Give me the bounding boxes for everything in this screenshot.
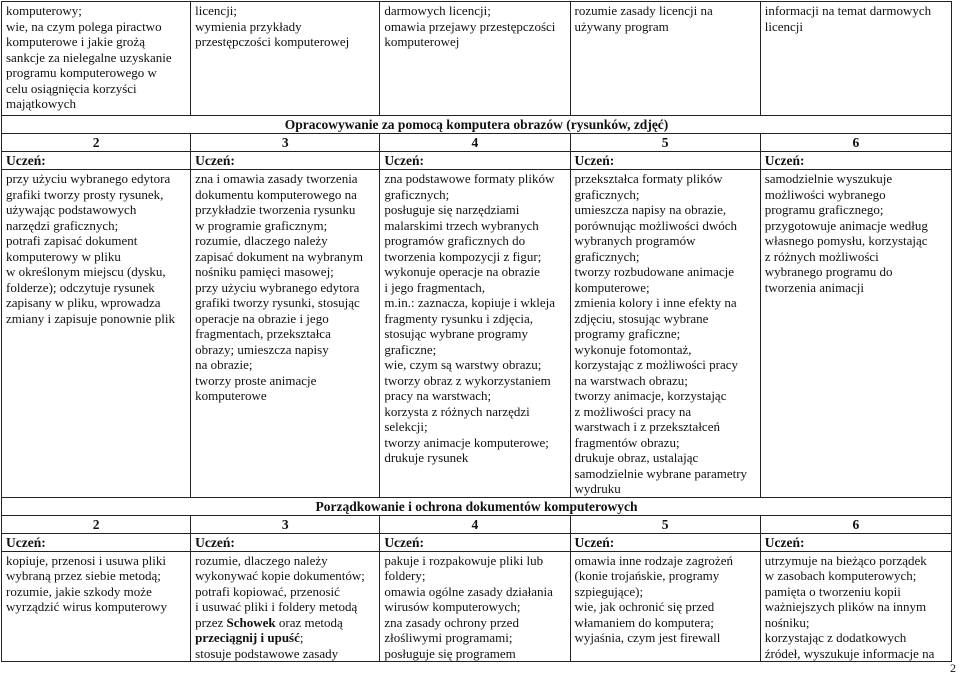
- text-line: fragmentów obrazu;: [574, 434, 680, 450]
- text-line: majątkowych: [6, 96, 77, 111]
- section-title: Opracowywanie za pomocą komputera obrazów (rysunków, zdjęć): [2, 116, 952, 134]
- text-line: wie, czym są warstwy obrazu;: [384, 357, 542, 372]
- text-line: darmowych licencji;: [384, 3, 491, 18]
- text-line: drukuje rysunek: [384, 450, 469, 465]
- grade-label: 5: [570, 515, 760, 533]
- text-line: wykonywać kopie dokumentów;: [195, 568, 365, 583]
- text-line: zapisać dokument na wybranym: [195, 248, 364, 264]
- grade-label: 6: [760, 134, 951, 152]
- text-line: malarskimi trzech wybranych: [384, 217, 539, 233]
- section-header: [2, 116, 952, 134]
- text-line: celu osiągnięcia korzyści: [6, 80, 137, 96]
- text-line: programy graficzne;: [574, 326, 681, 341]
- text-line: tworzenia kompozycji z figur;: [384, 248, 542, 264]
- text-line: zdjęciu, stosując wybrane: [574, 310, 709, 326]
- text-line: umieszcza napisy na obrazie,: [574, 202, 727, 217]
- text-line: zna i omawia zasady tworzenia: [195, 171, 358, 186]
- text-line: wymienia przykłady: [195, 18, 302, 34]
- text-line: graficznych;: [384, 186, 450, 202]
- text-line: licencji: [764, 18, 803, 34]
- text-line: tworzy rozbudowane animacje: [574, 264, 735, 279]
- requirements-grade-2: [2, 170, 191, 498]
- table-row: [2, 170, 952, 498]
- text-line: programów graficznych do: [384, 233, 526, 248]
- text-line: wybranego programu do: [764, 264, 893, 279]
- text-line: operacje na obrazie i jego: [195, 310, 329, 326]
- text-line: tworzy obraz z wykorzystaniem: [384, 372, 551, 388]
- table-row: [2, 2, 952, 116]
- text-line: wirusów komputerowych;: [384, 599, 521, 614]
- student-row: [2, 533, 952, 551]
- text-line: możliwości wybranego: [764, 186, 886, 202]
- text-line: komputerowe i jakie grożą: [6, 34, 145, 49]
- text-line: pamięta o tworzeniu kopii: [764, 583, 901, 599]
- text-line: rozumie, dlaczego należy: [195, 552, 328, 568]
- grade-label: 5: [570, 134, 760, 152]
- text-line: zna podstawowe formaty plików: [384, 171, 555, 186]
- grade-row: [2, 134, 952, 152]
- text-line: przez Schowek oraz metodą: [195, 614, 343, 630]
- text-line: ważniejszych plików na innym: [764, 599, 927, 614]
- text-line: komputerowej: [384, 34, 460, 49]
- text-line: informacji na temat darmowych: [764, 3, 932, 18]
- text-line: posługuje się programem: [384, 645, 516, 661]
- grade-row: [2, 515, 952, 533]
- requirements-grade-5: [570, 551, 760, 662]
- text-line: m.in.: zaznacza, kopiuje i wkleja: [384, 295, 556, 310]
- text-line: przygotowuje animacje według: [764, 217, 928, 233]
- text-line: porównując możliwości dwóch: [574, 217, 737, 233]
- text-line: używając podstawowych: [6, 202, 137, 217]
- text-line: pracy na warstwach;: [384, 388, 492, 403]
- requirements-grade-3: [191, 551, 380, 662]
- text-line: z możliwości pracy na: [574, 403, 692, 419]
- text-line: korzystając z dodatkowych: [764, 630, 907, 645]
- grade-label: 3: [191, 515, 380, 533]
- student-label: Uczeń:: [760, 533, 951, 551]
- student-label: Uczeń:: [191, 152, 380, 170]
- grade-label: 2: [2, 134, 191, 152]
- text-line: grafiki tworzy prosty rysunek,: [6, 186, 164, 202]
- text-line: wie, jak ochronić się przed: [574, 599, 715, 614]
- text-line: samodzielnie wybrane parametry: [574, 465, 748, 481]
- text-line: w określonym miejscu (dysku,: [6, 264, 166, 279]
- text-line: sankcje za nielegalne uzyskanie: [6, 49, 172, 65]
- student-label: Uczeń:: [2, 533, 191, 551]
- text-line: własnego pomysłu, korzystając: [764, 233, 928, 248]
- text-line: rozumie, dlaczego należy: [195, 233, 328, 248]
- grade-label: 4: [380, 134, 570, 152]
- text-line: wie, na czym polega piractwo: [6, 18, 162, 34]
- text-line: zmienia kolory i inne efekty na: [574, 295, 737, 310]
- top-cell-5: [760, 2, 951, 116]
- text-line: zmiany i zapisuje ponownie plik: [6, 310, 175, 326]
- text-line: grafiki tworzy rysunki, stosując: [195, 295, 360, 310]
- text-line: fragmentach, przekształca: [195, 326, 331, 341]
- student-label: Uczeń:: [760, 152, 951, 170]
- text-line: dokumentu komputerowego na: [195, 186, 357, 202]
- text-line: narzędzi graficznych;: [6, 217, 119, 233]
- text-line: wybraną przez siebie metodą;: [6, 568, 161, 583]
- text-line: wybranych programów: [574, 233, 696, 248]
- text-line: graficznych;: [574, 186, 640, 202]
- text-line: graficznych;: [574, 248, 640, 264]
- table-row: [2, 551, 952, 662]
- text-line: korzysta z różnych narzędzi: [384, 403, 530, 419]
- text-line: potrafi zapisać dokument: [6, 233, 138, 248]
- grade-label: 4: [380, 515, 570, 533]
- text-line: wyjaśnia, czym jest firewall: [574, 630, 721, 645]
- text-line: w programie graficznym;: [195, 217, 328, 233]
- text-line: warstwach i z przekształceń: [574, 419, 720, 434]
- top-cell-1: [2, 2, 191, 116]
- page-number: 2: [950, 661, 956, 675]
- text-line: na warstwach obrazu;: [574, 372, 688, 388]
- text-line: używany program: [574, 18, 669, 34]
- text-line: komputerowe: [195, 388, 267, 403]
- text-line: (konie trojańskie, programy: [574, 568, 720, 583]
- text-line: nośniku;: [764, 614, 810, 630]
- text-line: rozumie zasady licencji na: [574, 3, 713, 18]
- requirements-grade-2: [2, 551, 191, 662]
- text-line: rozumie, jakie szkody może: [6, 583, 152, 599]
- text-line: z różnych możliwości: [764, 248, 879, 264]
- text-line: zapisany w pliku, wprowadza: [6, 295, 161, 310]
- text-line: przy użyciu wybranego edytora: [195, 279, 360, 295]
- text-line: selekcji;: [384, 419, 428, 434]
- text-line: źródeł, wyszukuje informacje na: [764, 645, 935, 661]
- top-cell-4: [570, 2, 760, 116]
- text-line: kopiuje, przenosi i usuwa pliki: [6, 552, 166, 568]
- requirements-grade-3: [191, 170, 380, 498]
- text-line: samodzielnie wyszukuje: [764, 171, 893, 186]
- text-line: złośliwymi programami;: [384, 630, 513, 645]
- grade-label: 6: [760, 515, 951, 533]
- requirements-grade-5: [570, 170, 760, 498]
- student-label: Uczeń:: [570, 533, 760, 551]
- student-label: Uczeń:: [2, 152, 191, 170]
- text-line: przeciągnij i upuść;: [195, 630, 304, 645]
- text-line: omawia przejawy przestępczości: [384, 18, 556, 34]
- text-line: komputerowe;: [574, 279, 650, 295]
- text-line: włamaniem do komputera;: [574, 614, 714, 630]
- text-line: wyrządzić wirus komputerowy: [6, 599, 168, 614]
- text-line: stosując wybrane programy: [384, 326, 528, 341]
- text-line: pakuje i rozpakowuje pliki lub: [384, 552, 544, 568]
- text-line: tworzenia animacji: [764, 279, 864, 295]
- grade-label: 3: [191, 134, 380, 152]
- text-line: komputerowy;: [6, 3, 82, 18]
- text-line: stosuje podstawowe zasady: [195, 645, 339, 661]
- text-line: programu komputerowego w: [6, 65, 157, 80]
- text-line: licencji;: [195, 3, 238, 18]
- text-line: wydruku: [574, 481, 621, 496]
- text-line: przekształca formaty plików: [574, 171, 723, 186]
- text-line: i jego fragmentach,: [384, 279, 486, 295]
- text-line: wykonuje fotomontaż,: [574, 341, 692, 357]
- text-line: utrzymuje na bieżąco porządek: [764, 552, 927, 568]
- section-header: [2, 497, 952, 515]
- text-line: zna zasady ochrony przed: [384, 614, 519, 630]
- requirements-grade-4: [380, 551, 570, 662]
- text-line: na obrazie;: [195, 357, 253, 372]
- text-line: graficzne;: [384, 341, 437, 357]
- student-label: Uczeń:: [570, 152, 760, 170]
- requirements-grade-4: [380, 170, 570, 498]
- section-title: Porządkowanie i ochrona dokumentów komputerowych: [2, 497, 952, 515]
- text-line: fragmenty rysunku i zdjęcia,: [384, 310, 534, 326]
- text-line: foldery;: [384, 568, 426, 583]
- grade-label: 2: [2, 515, 191, 533]
- text-line: posługuje się narzędziami: [384, 202, 520, 217]
- student-row: [2, 152, 952, 170]
- text-line: szpiegujące);: [574, 583, 644, 599]
- text-line: nośniku pamięci masowej;: [195, 264, 334, 279]
- text-line: wykonuje operacje na obrazie: [384, 264, 540, 279]
- curriculum-table: [1, 1, 952, 662]
- text-line: korzystając z możliwości pracy: [574, 357, 739, 372]
- student-label: Uczeń:: [191, 533, 380, 551]
- text-line: tworzy animacje, korzystając: [574, 388, 727, 403]
- text-line: programu graficznego;: [764, 202, 884, 217]
- text-line: przy użyciu wybranego edytora: [6, 171, 171, 186]
- text-line: komputerowy w pliku: [6, 248, 121, 264]
- text-line: folderze); odczytuje rysunek: [6, 279, 155, 295]
- top-cell-3: [380, 2, 570, 116]
- requirements-grade-6: [760, 170, 951, 498]
- text-line: tworzy proste animacje: [195, 372, 317, 388]
- student-label: Uczeń:: [380, 533, 570, 551]
- top-cell-2: [191, 2, 380, 116]
- text-line: omawia ogólne zasady działania: [384, 583, 553, 599]
- text-line: obrazy; umieszcza napisy: [195, 341, 329, 357]
- text-line: omawia inne rodzaje zagrożeń: [574, 552, 733, 568]
- student-label: Uczeń:: [380, 152, 570, 170]
- requirements-grade-6: [760, 551, 951, 662]
- text-line: tworzy animacje komputerowe;: [384, 434, 549, 450]
- text-line: przykładzie tworzenia rysunku: [195, 202, 356, 217]
- text-line: drukuje obraz, ustalając: [574, 450, 699, 465]
- text-line: w zasobach komputerowych;: [764, 568, 917, 583]
- text-line: przestępczości komputerowej: [195, 34, 350, 49]
- text-line: i usuwać pliki i foldery metodą: [195, 599, 358, 614]
- text-line: potrafi kopiować, przenosić: [195, 583, 340, 599]
